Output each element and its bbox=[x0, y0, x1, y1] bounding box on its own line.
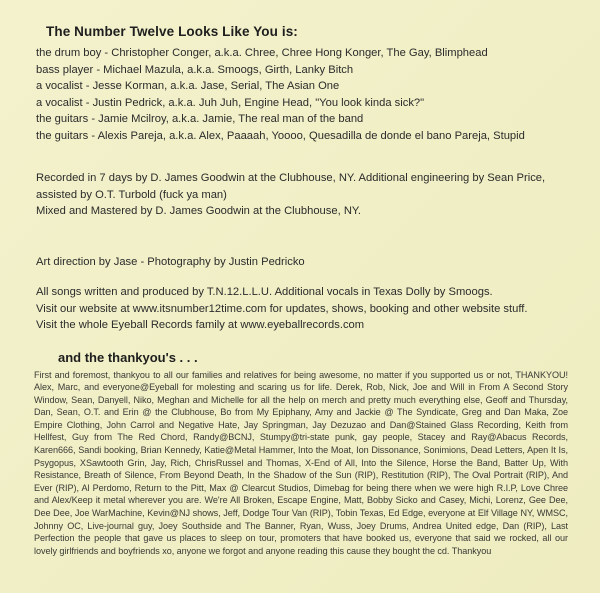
credit-line: the drum boy - Christopher Conger, a.k.a. Chree, Chree Hong Konger, The Gay, Blimphead bbox=[36, 47, 488, 59]
recording-credits bbox=[36, 170, 570, 220]
thankyou-body: First and foremost, thankyou to all our families and relatives for being awesome, no matter if you supported us or not, THANKYOU! Alex, Marc, and everyone@Eyeball for molesting and scaring us for life. Derek, Rob, Nick, Joe and Will in From A Second Story Window, Sean, Danyell, Niko, Meghan and Michelle for all the help on merch and pretty much everything else, Geoff and Thursday, Dan, Sean, O.T. and Erin @ the Clubhouse, Bo from My Epiphany, Amy and Jackie @ The Syndicate, Greg and Dan Maka, Zoe Empire Clothing, John Carrol and Negative Hate, Jay Springman, Jay Dezuzao and Dan@Stained Glass Recording, Keith from Hellfest, Guy from The Red Chord, Randy@BCNJ, Stumpy@tri-state punk, gay people, Stacey and Ray@Abacus Records, Karen666, Sandi booking, Brian Kennedy, Katie@Metal Hammer, Into the Moat, Ion Dissonance, Sonimions, Dead Letters, Apen It Is, Psygopus, XSawtooth Grin, Jay, Rich, ChrisRussel and Thomas, X-End of All, Into the Silence, Horse the Band, Batter Up, With Resistance, Breath of Silence, From Beyond Death, In the Shadow of the Sun (RIP), Restitution (RIP), The Oval Portrait (RIP), And Ever (RIP), Al Perdomo, Return to the Pitt, Max @ Clearcut Studios, Dimebag for being there when we were high R.I.P, Love Chree and Alex/Keep it metal wherever you are. We're All Broken, Escape Engine, Matt, Bobby Sicko and Casey, Michi, Lorenz, Gee Dee, Dee Dee, Joe WarMachine, Kevin@NJ shows, Jeff, Dodge Tour Van (RIP), Tobin Texas, Ed Edge, everyone at Elf Village NY, WMSC, Johnny OC, Live-journal guy, Joey Southside and The Banner, Ryan, Wuss, Joey Drums, Andrea United edge, Dan (RIP), Last Perfection the people that gave us places to sleep on tour, promoters that have booked us, everyone that said we rocked, all our lovely girlfriends and boyfriends xo, anyone we forgot and anyone reading this cause they bought the cd. Thankyou bbox=[34, 369, 568, 556]
credit-line: the guitars - Alexis Pareja, a.k.a. Alex, Paaaah, Yoooo, Quesadilla de donde el bano Pareja, Stupid bbox=[36, 129, 525, 142]
band-credits-list bbox=[36, 45, 570, 144]
recording-line: Recorded in 7 days by D. James Goodwin at the Clubhouse, NY. Additional engineering by Sean Price, bbox=[36, 172, 546, 184]
recording-line: assisted by O.T. Turbold (fuck ya man) bbox=[36, 188, 227, 201]
publishing-line: All songs written and produced by T.N.12.L.L.U. Additional vocals in Texas Dolly by Smoogs. bbox=[36, 286, 493, 298]
page-title: The Number Twelve Looks Like You is: bbox=[46, 24, 298, 39]
credit-line: a vocalist - Justin Pedrick, a.k.a. Juh Juh, Engine Head, "You look kinda sick?" bbox=[36, 96, 425, 109]
publishing-info bbox=[36, 284, 570, 334]
credit-line: the guitars - Jamie Mcilroy, a.k.a. Jamie, The real man of the band bbox=[36, 113, 364, 125]
thankyou-heading: and the thankyou's . . . bbox=[58, 349, 198, 365]
recording-line: Mixed and Mastered by D. James Goodwin at the Clubhouse, NY. bbox=[36, 205, 362, 217]
website-line[interactable]: Visit our website at www.itsnumber12time.com for updates, shows, booking and other website stuff. bbox=[36, 302, 528, 315]
art-direction-line: Art direction by Jase - Photography by Justin Pedricko bbox=[36, 255, 305, 268]
credit-line: bass player - Michael Mazula, a.k.a. Smoogs, Girth, Lanky Bitch bbox=[36, 63, 354, 76]
credit-line: a vocalist - Jesse Korman, a.k.a. Jase, Serial, The Asian One bbox=[36, 80, 340, 92]
art-direction-credits bbox=[36, 254, 570, 271]
label-website-line[interactable]: Visit the whole Eyeball Records family at www.eyeballrecords.com bbox=[36, 319, 365, 331]
